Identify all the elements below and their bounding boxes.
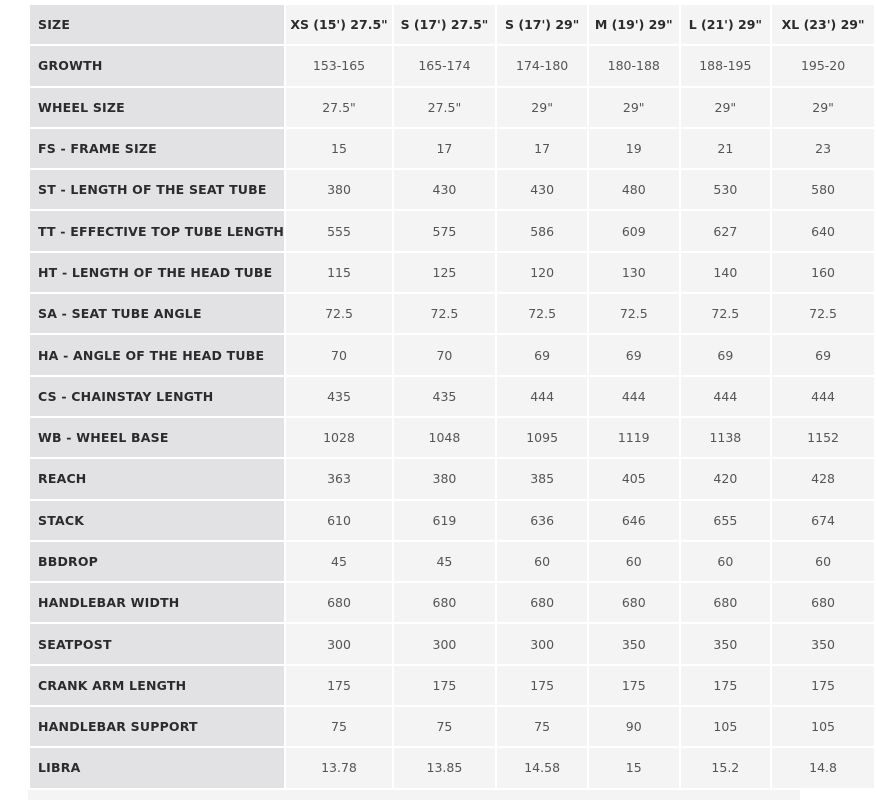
table-cell: 72.5 <box>497 294 587 333</box>
column-header: XL (23') 29" <box>772 5 874 44</box>
table-row <box>30 46 874 85</box>
table-row <box>30 542 874 581</box>
table-cell: 420 <box>681 459 771 498</box>
column-header: S (17') 27.5" <box>394 5 496 44</box>
table-cell: 444 <box>772 377 874 416</box>
row-label: SA - SEAT TUBE ANGLE <box>30 294 284 333</box>
row-label: CS - CHAINSTAY LENGTH <box>30 377 284 416</box>
table-cell: 1138 <box>681 418 771 457</box>
table-cell: 586 <box>497 211 587 250</box>
row-label: HA - ANGLE OF THE HEAD TUBE <box>30 335 284 374</box>
table-cell: 175 <box>681 666 771 705</box>
table-row <box>30 211 874 250</box>
table-row <box>30 170 874 209</box>
table-cell: 175 <box>497 666 587 705</box>
row-label: HT - LENGTH OF THE HEAD TUBE <box>30 253 284 292</box>
table-cell: 385 <box>497 459 587 498</box>
table-row <box>30 666 874 705</box>
table-row <box>30 294 874 333</box>
table-cell: 350 <box>589 624 679 663</box>
table-cell: 130 <box>589 253 679 292</box>
table-row <box>30 583 874 622</box>
table-cell: 27.5" <box>394 88 496 127</box>
table-row <box>30 501 874 540</box>
table-cell: 23 <box>772 129 874 168</box>
table-cell: 555 <box>286 211 391 250</box>
table-cell: 430 <box>394 170 496 209</box>
table-header-row <box>30 5 874 44</box>
row-label: HANDLEBAR SUPPORT <box>30 707 284 746</box>
table-row <box>30 377 874 416</box>
column-header: XS (15') 27.5" <box>286 5 391 44</box>
table-cell: 575 <box>394 211 496 250</box>
table-cell: 160 <box>772 253 874 292</box>
table-cell: 674 <box>772 501 874 540</box>
column-header: S (17') 29" <box>497 5 587 44</box>
table-cell: 69 <box>772 335 874 374</box>
table-cell: 13.85 <box>394 748 496 787</box>
column-header: SIZE <box>30 5 284 44</box>
table-cell: 610 <box>286 501 391 540</box>
row-label: WHEEL SIZE <box>30 88 284 127</box>
table-cell: 29" <box>681 88 771 127</box>
table-cell: 180-188 <box>589 46 679 85</box>
table-cell: 640 <box>772 211 874 250</box>
row-label: SEATPOST <box>30 624 284 663</box>
table-cell: 105 <box>772 707 874 746</box>
table-cell: 680 <box>394 583 496 622</box>
table-cell: 29" <box>589 88 679 127</box>
table-cell: 636 <box>497 501 587 540</box>
table-cell: 70 <box>286 335 391 374</box>
table-cell: 69 <box>681 335 771 374</box>
table-cell: 350 <box>681 624 771 663</box>
table-cell: 69 <box>497 335 587 374</box>
table-row <box>30 748 874 787</box>
table-cell: 60 <box>772 542 874 581</box>
table-cell: 405 <box>589 459 679 498</box>
table-row <box>30 624 874 663</box>
table-cell: 70 <box>394 335 496 374</box>
table-cell: 1119 <box>589 418 679 457</box>
table-bottom-edge <box>28 790 800 800</box>
row-label: ST - LENGTH OF THE SEAT TUBE <box>30 170 284 209</box>
table-cell: 380 <box>286 170 391 209</box>
row-label: GROWTH <box>30 46 284 85</box>
table-cell: 1152 <box>772 418 874 457</box>
table-cell: 21 <box>681 129 771 168</box>
table-cell: 90 <box>589 707 679 746</box>
table-cell: 480 <box>589 170 679 209</box>
row-label: FS - FRAME SIZE <box>30 129 284 168</box>
table-cell: 75 <box>286 707 391 746</box>
table-cell: 19 <box>589 129 679 168</box>
row-label: LIBRA <box>30 748 284 787</box>
table-row <box>30 335 874 374</box>
table-cell: 115 <box>286 253 391 292</box>
table-cell: 45 <box>394 542 496 581</box>
row-label: REACH <box>30 459 284 498</box>
table-cell: 60 <box>681 542 771 581</box>
table-cell: 60 <box>497 542 587 581</box>
table-cell: 125 <box>394 253 496 292</box>
table-cell: 72.5 <box>286 294 391 333</box>
row-label: STACK <box>30 501 284 540</box>
table-cell: 428 <box>772 459 874 498</box>
row-label: CRANK ARM LENGTH <box>30 666 284 705</box>
table-cell: 75 <box>394 707 496 746</box>
table-cell: 444 <box>589 377 679 416</box>
table-cell: 444 <box>681 377 771 416</box>
table-cell: 680 <box>497 583 587 622</box>
table-cell: 350 <box>772 624 874 663</box>
table-cell: 175 <box>286 666 391 705</box>
table-row <box>30 459 874 498</box>
table-cell: 430 <box>497 170 587 209</box>
table-cell: 15.2 <box>681 748 771 787</box>
table-cell: 680 <box>286 583 391 622</box>
column-header: M (19') 29" <box>589 5 679 44</box>
row-label: BBDROP <box>30 542 284 581</box>
table-cell: 580 <box>772 170 874 209</box>
table-cell: 655 <box>681 501 771 540</box>
table-cell: 646 <box>589 501 679 540</box>
table-cell: 15 <box>286 129 391 168</box>
table-cell: 72.5 <box>589 294 679 333</box>
table-cell: 444 <box>497 377 587 416</box>
table-cell: 300 <box>394 624 496 663</box>
row-label: TT - EFFECTIVE TOP TUBE LENGTH <box>30 211 284 250</box>
table-cell: 140 <box>681 253 771 292</box>
table-row <box>30 253 874 292</box>
table-cell: 380 <box>394 459 496 498</box>
table-cell: 165-174 <box>394 46 496 85</box>
table-cell: 619 <box>394 501 496 540</box>
table-cell: 14.58 <box>497 748 587 787</box>
geometry-table-body <box>30 46 874 787</box>
table-cell: 300 <box>497 624 587 663</box>
table-row <box>30 129 874 168</box>
table-cell: 120 <box>497 253 587 292</box>
row-label: HANDLEBAR WIDTH <box>30 583 284 622</box>
column-header: L (21') 29" <box>681 5 771 44</box>
table-cell: 609 <box>589 211 679 250</box>
table-cell: 69 <box>589 335 679 374</box>
table-cell: 175 <box>394 666 496 705</box>
table-cell: 15 <box>589 748 679 787</box>
table-row <box>30 707 874 746</box>
table-cell: 27.5" <box>286 88 391 127</box>
table-cell: 195-20 <box>772 46 874 85</box>
geometry-table <box>28 3 876 790</box>
table-cell: 60 <box>589 542 679 581</box>
table-cell: 105 <box>681 707 771 746</box>
table-cell: 363 <box>286 459 391 498</box>
table-cell: 29" <box>497 88 587 127</box>
table-cell: 174-180 <box>497 46 587 85</box>
table-cell: 175 <box>772 666 874 705</box>
table-cell: 680 <box>681 583 771 622</box>
table-cell: 17 <box>497 129 587 168</box>
table-cell: 17 <box>394 129 496 168</box>
table-cell: 1048 <box>394 418 496 457</box>
table-cell: 29" <box>772 88 874 127</box>
table-cell: 175 <box>589 666 679 705</box>
table-cell: 627 <box>681 211 771 250</box>
table-row <box>30 88 874 127</box>
table-cell: 72.5 <box>681 294 771 333</box>
table-cell: 14.8 <box>772 748 874 787</box>
table-cell: 75 <box>497 707 587 746</box>
table-cell: 45 <box>286 542 391 581</box>
table-cell: 435 <box>286 377 391 416</box>
table-cell: 72.5 <box>772 294 874 333</box>
table-row <box>30 418 874 457</box>
table-cell: 13.78 <box>286 748 391 787</box>
table-cell: 153-165 <box>286 46 391 85</box>
table-cell: 72.5 <box>394 294 496 333</box>
table-cell: 300 <box>286 624 391 663</box>
table-cell: 435 <box>394 377 496 416</box>
table-cell: 680 <box>772 583 874 622</box>
table-cell: 1028 <box>286 418 391 457</box>
table-cell: 1095 <box>497 418 587 457</box>
table-cell: 530 <box>681 170 771 209</box>
row-label: WB - WHEEL BASE <box>30 418 284 457</box>
table-cell: 680 <box>589 583 679 622</box>
table-cell: 188-195 <box>681 46 771 85</box>
